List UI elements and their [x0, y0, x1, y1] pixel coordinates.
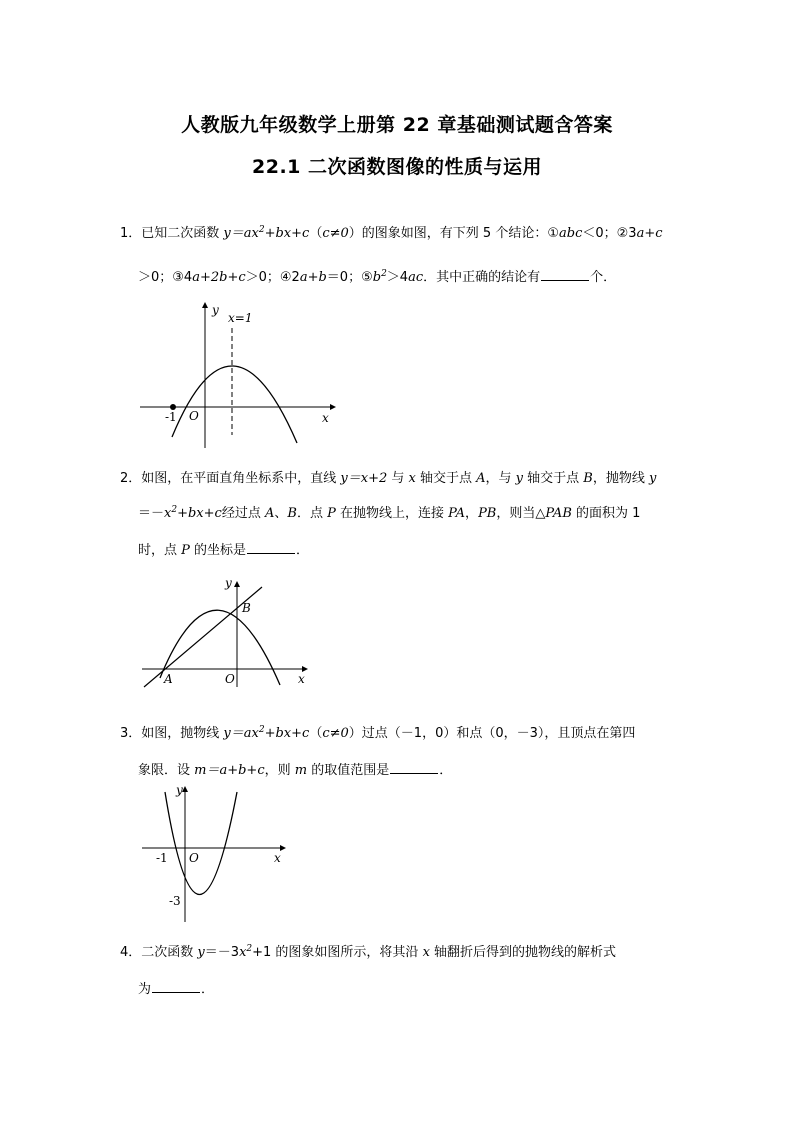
q2-label-B: B [242, 601, 251, 615]
q1-y-arrow [202, 302, 208, 308]
q4-y: y [197, 945, 205, 960]
q1-text-7: ＝0；⑤ [326, 270, 373, 285]
document-title: 人教版九年级数学上册第 22 章基础测试题含答案 [181, 114, 613, 136]
q2-text-12: ， [465, 506, 479, 521]
q1-label-minus1: -1 [165, 410, 177, 424]
q2-text-2: 与 [387, 471, 409, 486]
q2-A2: A [264, 506, 275, 521]
q4-text-3: +1 的图象如图所示，将其沿 [252, 945, 423, 960]
q2-text-1: 如图，在平面直角坐标系中，直线 [141, 471, 341, 486]
q3-text-1: 如图，抛物线 [141, 726, 224, 741]
q4-x: x [422, 945, 430, 960]
q1-b2: $b^2$ [372, 269, 387, 285]
q3-m-eq: m＝a+b+c [194, 763, 265, 778]
q2-text-7: ＝－ [138, 506, 165, 521]
q2-text-15: 时，点 [138, 543, 182, 558]
q2-text-5: 轴交于点 [523, 471, 584, 486]
q2-text-8: 经过点 [221, 506, 265, 521]
q3-line-2 [138, 761, 452, 780]
q2-label-y: y [225, 576, 232, 590]
q2-label-o: O [225, 672, 235, 686]
q2-y2: y [649, 471, 657, 486]
q2-answer-blank[interactable] [247, 541, 295, 554]
q4-answer-blank[interactable] [152, 980, 200, 993]
q1-line-1 [120, 225, 663, 243]
q2-PAB: PAB [545, 506, 572, 521]
q3-number: 3． [120, 726, 142, 741]
q2-text-3: 轴交于点 [415, 471, 477, 486]
q1-text-2: （ [309, 226, 323, 241]
q2-text-17: ． [296, 543, 310, 558]
q1-number: 1． [120, 226, 142, 241]
q2-A: A [476, 471, 486, 486]
q2-B: B [583, 471, 593, 486]
q1-4ac: ac [408, 270, 424, 285]
q1-line-2 [138, 268, 616, 287]
q2-text-4: ，与 [485, 471, 516, 486]
section-title: 22.1 二次函数图像的性质与运用 [252, 156, 542, 178]
q1-label-x: x [322, 411, 329, 425]
q1-2a: a+b [299, 270, 327, 285]
q1-4a: a+2b+c [192, 270, 246, 285]
q2-parabola-eq: $x^2+bx+c$ [164, 505, 222, 521]
q3-figure [140, 782, 295, 927]
q3-text-6: 的取值范围是 [307, 763, 390, 778]
q1-condition: c≠0 [322, 226, 349, 241]
q3-text-7: ． [439, 763, 453, 778]
q1-x-arrow [330, 404, 336, 410]
q4-text-6: ． [201, 982, 215, 997]
q3-m: m [294, 763, 308, 778]
q2-line-3 [138, 541, 309, 560]
q2-y-arrow [234, 581, 240, 587]
q3-condition: c≠0 [322, 726, 349, 741]
q3-text-4: 象限．设 [138, 763, 195, 778]
q2-parabola [160, 610, 280, 685]
q1-abc: abc [559, 226, 583, 241]
q4-text-1: 二次函数 [141, 945, 198, 960]
q2-line-1 [120, 470, 656, 488]
q4-text-4: 轴翻折后得到的抛物线的解析式 [429, 945, 617, 960]
q4-line-2 [138, 980, 214, 999]
q2-B2: B [287, 506, 297, 521]
q1-text-3: ）的图象如图，有下列 5 个结论：① [348, 226, 559, 241]
q3-line-1 [120, 725, 635, 743]
q3-answer-blank[interactable] [390, 761, 438, 774]
q3-y-arrow [182, 786, 188, 792]
q1-label-o: O [189, 409, 199, 423]
q1-text-9: ．其中正确的结论有 [423, 270, 541, 285]
q2-line-2 [138, 505, 640, 523]
q3-text-2: （ [309, 726, 323, 741]
q2-text-9: 、 [274, 506, 288, 521]
q1-figure [140, 300, 340, 450]
q2-text-16: 的坐标是 [189, 543, 247, 558]
q2-text-6: ，抛物线 [592, 471, 649, 486]
q1-ac: a+c [636, 226, 663, 241]
q4-text-2: ＝－3 [204, 945, 240, 960]
q4-x2: $x^2$ [239, 944, 253, 960]
q1-text-4: ＜0；②3 [582, 226, 637, 241]
q1-answer-blank[interactable] [541, 268, 589, 281]
q2-text-11: 在抛物线上，连接 [335, 506, 449, 521]
q3-x-arrow [280, 845, 286, 851]
q3-function: $y=ax^2+bx+c$ [223, 725, 310, 741]
q2-text-13: ，则当△ [496, 506, 546, 521]
q1-text-1: 已知二次函数 [141, 226, 224, 241]
q3-text-3: ）过点（－1，0）和点（0，－3），且顶点在第四 [348, 726, 636, 741]
q3-label-minus1: -1 [156, 851, 168, 865]
q2-y: y [515, 471, 524, 486]
q1-text-8: ＞4 [386, 270, 409, 285]
q3-label-o: O [189, 851, 199, 865]
q2-line-eq: y＝x+2 [340, 471, 388, 486]
q4-line-1 [120, 944, 616, 962]
q4-text-5: 为 [138, 982, 152, 997]
q2-text-14: 的面积为 1 [571, 506, 641, 521]
q3-label-minus3: -3 [169, 894, 181, 908]
q2-P2: P [181, 543, 190, 558]
q1-text-5: ＞0；③4 [138, 270, 193, 285]
q2-figure [140, 575, 315, 695]
q1-parabola [172, 366, 297, 443]
q3-label-x: x [274, 851, 281, 865]
q2-PB: PB [478, 506, 497, 521]
q3-parabola [165, 792, 237, 895]
q2-P: P [327, 506, 336, 521]
q4-number: 4． [120, 945, 142, 960]
q2-label-A: A [164, 672, 173, 686]
q2-number: 2． [120, 471, 142, 486]
q2-label-x: x [298, 672, 305, 686]
q1-label-y: y [212, 303, 219, 317]
q2-PA: PA [448, 506, 466, 521]
q3-text-5: ，则 [264, 763, 295, 778]
q1-function: $y=ax^2+bx+c$ [223, 225, 310, 241]
q2-text-10: ．点 [296, 506, 328, 521]
q3-label-y: y [176, 783, 183, 797]
q1-label-axis: x=1 [228, 311, 253, 325]
q1-text-6: ＞0；④2 [245, 270, 300, 285]
q2-x: x [408, 471, 416, 486]
q1-text-10: 个． [590, 270, 617, 285]
